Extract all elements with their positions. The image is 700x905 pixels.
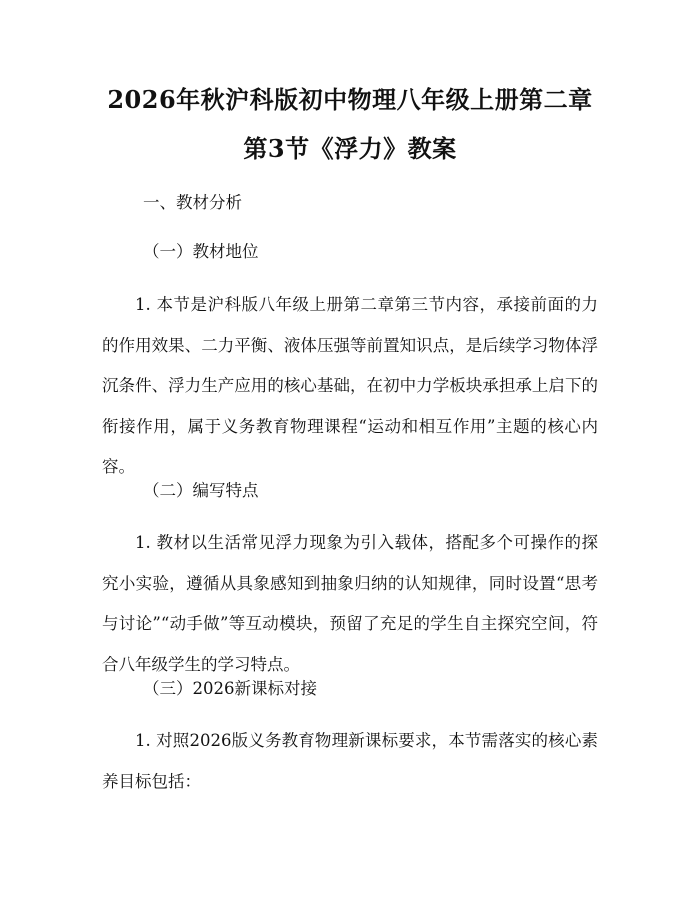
subsection-heading-writing-features: （二）编写特点 [143, 481, 259, 500]
subsection-heading-textbook-position: （一）教材地位 [143, 242, 259, 261]
paragraph-curriculum-alignment: 1. 对照2026版义务教育物理新课标要求，本节需落实的核心素养目标包括： [102, 731, 598, 791]
paragraph-writing-features: 1. 教材以生活常见浮力现象为引入载体，搭配多个可操作的探究小实验，遵循从具象感知到抽象归纳的认知规律，同时设置“思考与讨论”“动手做”等互动模块，预留了充足的学生自主探究空间，符合八年级学生的学习特点。 [102, 533, 598, 674]
section-heading-textbook-analysis: 一、教材分析 [143, 193, 242, 212]
document-title-line-1: 2026年秋沪科版初中物理八年级上册第二章 [107, 85, 593, 114]
document-title-line-2: 第3节《浮力》教案 [243, 134, 457, 163]
subsection-heading-curriculum-alignment: （三）2026新课标对接 [143, 679, 317, 698]
paragraph-textbook-position: 1. 本节是沪科版八年级上册第二章第三节内容，承接前面的力的作用效果、二力平衡、液体压强等前置知识点，是后续学习物体浮沉条件、浮力生产应用的核心基础，在初中力学板块承担承上启下的衔接作用，属于义务教育物理课程“运动和相互作用”主题的核心内容。 [102, 295, 598, 477]
